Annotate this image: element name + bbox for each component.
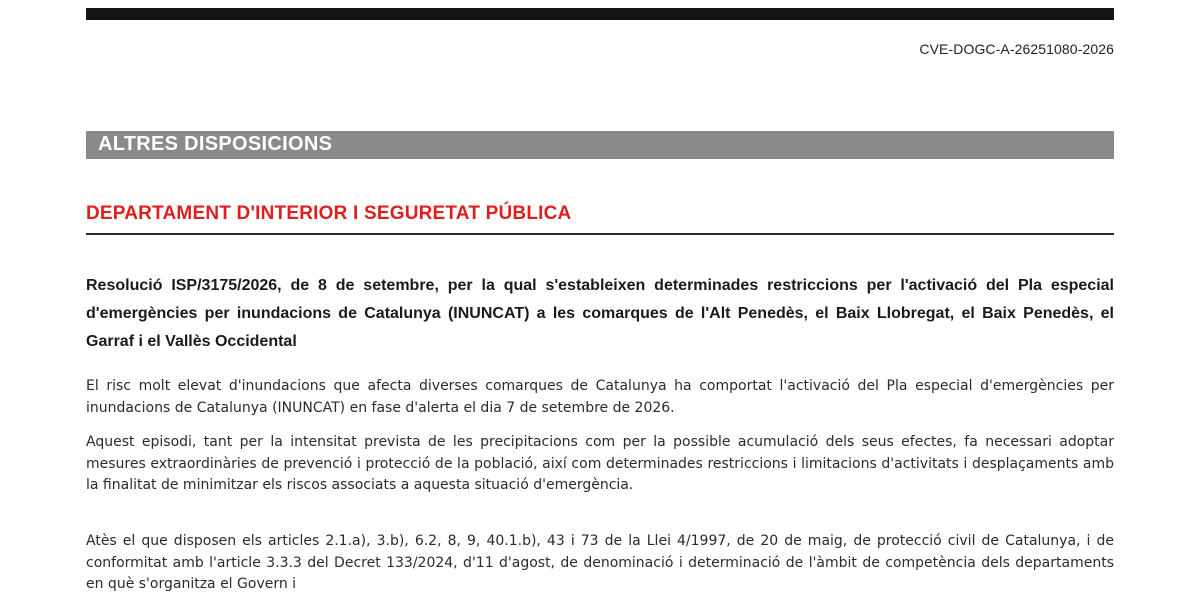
body-paragraph: Atès el que disposen els articles 2.1.a), 3.b), 6.2, 8, 9, 40.1.b), 43 i 73 de la Llei 4/1997, de 20 de maig, de protecció civil de Catalunya, i de conformitat amb l'article 3.3.3 del Decret 133/2024, d'11 d'agost, de denominació i determinació de l'àmbit de competència dels departaments en què s'organitza el Govern i — [86, 533, 1114, 592]
department-rule — [86, 233, 1114, 235]
resolution-title: Resolució ISP/3175/2026, de 8 de setembre, per la qual s'estableixen determinades restriccions per l'activació del Pla especial d'emergències per inundacions de Catalunya (INUNCAT) a les comarques de l'Alt Penedès, el Baix Llobregat, el Baix Penedès, el Garraf i el Vallès Occidental — [86, 277, 1114, 350]
document-page — [86, 0, 1114, 600]
section-band — [86, 131, 1114, 159]
reference-code: CVE-DOGC-A-26251080-2026 — [919, 41, 1114, 57]
body-paragraph: Aquest episodi, tant per la intensitat prevista de les precipitacions com per la possible acumulació dels seus efectes, fa necessari adoptar mesures extraordinàries de prevenció i protecció de la població, així com determinades restriccions i limitacions d'activitats i desplaçaments amb la finalitat de minimitzar els riscos associats a aquesta situació d'emergència. — [86, 434, 1114, 493]
section-heading: ALTRES DISPOSICIONS — [98, 133, 333, 155]
department-heading: DEPARTAMENT D'INTERIOR I SEGURETAT PÚBLICA — [86, 203, 572, 224]
body-paragraph: El risc molt elevat d'inundacions que afecta diverses comarques de Catalunya ha comportat l'activació del Pla especial d'emergències per inundacions de Catalunya (INUNCAT) en fase d'alerta el dia 7 de setembre de 2026. — [86, 378, 1114, 416]
header-rule — [86, 8, 1114, 20]
